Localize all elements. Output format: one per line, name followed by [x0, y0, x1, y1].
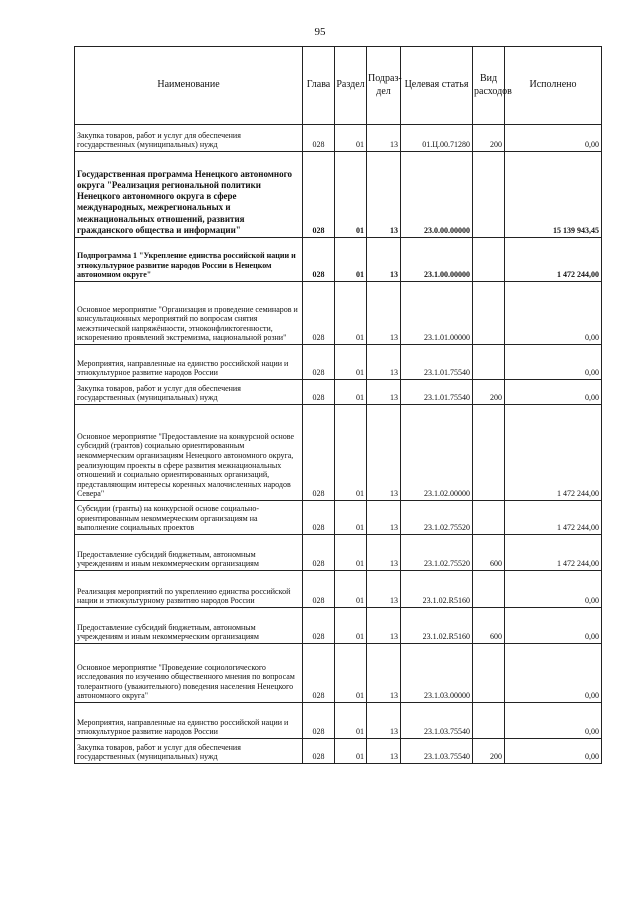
cell-glava: 028	[303, 608, 335, 644]
cell-name: Закупка товаров, работ и услуг для обеспечения государственных (муниципальных) нужд	[75, 125, 303, 152]
cell-target: 23.1.01.75540	[401, 380, 473, 405]
cell-vid: 200	[473, 739, 505, 764]
cell-glava: 028	[303, 571, 335, 608]
cell-razdel: 01	[335, 125, 367, 152]
cell-razdel: 01	[335, 535, 367, 571]
cell-vid: 200	[473, 125, 505, 152]
header-name: Наименование	[75, 47, 303, 125]
cell-vid	[473, 345, 505, 380]
cell-podrazdel: 13	[367, 535, 401, 571]
cell-vid	[473, 703, 505, 739]
cell-podrazdel: 13	[367, 703, 401, 739]
table-row	[75, 644, 602, 703]
cell-glava: 028	[303, 535, 335, 571]
cell-glava: 028	[303, 405, 335, 501]
cell-vid	[473, 152, 505, 238]
cell-target: 23.1.01.00000	[401, 282, 473, 345]
cell-razdel: 01	[335, 380, 367, 405]
cell-target: 23.1.02.75520	[401, 535, 473, 571]
cell-name: Основное мероприятие "Предоставление на конкурсной основе субсидий (грантов) социально ориентированным некоммерческим организациям Ненецкого автономного округа, реализующим проекты в сфере развития межнациональных отношений и социально ориентированных организаций, представляющим интересы коренных малочисленных народов Севера"	[75, 405, 303, 501]
cell-podrazdel: 13	[367, 238, 401, 282]
cell-glava: 028	[303, 152, 335, 238]
cell-vid	[473, 501, 505, 535]
cell-executed: 0,00	[505, 703, 602, 739]
cell-vid	[473, 571, 505, 608]
cell-glava: 028	[303, 345, 335, 380]
page-number: 95	[314, 26, 326, 38]
table-row	[75, 125, 602, 152]
cell-executed: 0,00	[505, 571, 602, 608]
cell-target: 23.1.01.75540	[401, 345, 473, 380]
cell-name: Подпрограмма 1 "Укрепление единства российской нации и этнокультурное развитие народов России в Ненецком автономном округе"	[75, 238, 303, 282]
cell-name: Реализация мероприятий по укреплению единства российской нации и этнокультурному развитию народов России	[75, 571, 303, 608]
table-row	[75, 608, 602, 644]
cell-name: Субсидии (гранты) на конкурсной основе социально-ориентированным некоммерческим организациям на выполнение социальных проектов	[75, 501, 303, 535]
cell-glava: 028	[303, 644, 335, 703]
cell-podrazdel: 13	[367, 125, 401, 152]
cell-executed: 0,00	[505, 282, 602, 345]
cell-vid	[473, 644, 505, 703]
table-row	[75, 405, 602, 501]
cell-razdel: 01	[335, 608, 367, 644]
budget-table	[74, 46, 602, 764]
cell-razdel: 01	[335, 703, 367, 739]
header-vid: Вид расходов	[473, 47, 505, 125]
cell-razdel: 01	[335, 571, 367, 608]
cell-executed: 1 472 244,00	[505, 501, 602, 535]
cell-name: Предоставление субсидий бюджетным, автономным учреждениям и иным некоммерческим организациям	[75, 535, 303, 571]
table-row	[75, 739, 602, 764]
table-row	[75, 501, 602, 535]
cell-razdel: 01	[335, 644, 367, 703]
cell-razdel: 01	[335, 405, 367, 501]
cell-target: 23.0.00.00000	[401, 152, 473, 238]
cell-executed: 0,00	[505, 345, 602, 380]
table-row	[75, 703, 602, 739]
table-row	[75, 345, 602, 380]
cell-name: Основное мероприятие "Проведение социологического исследования по изучению общественного мнения по вопросам толерантного (уважительного) поведения населения Ненецкого автономного округа"	[75, 644, 303, 703]
cell-podrazdel: 13	[367, 571, 401, 608]
cell-podrazdel: 13	[367, 345, 401, 380]
header-razdel: Раздел	[335, 47, 367, 125]
cell-target: 01.Ц.00.71280	[401, 125, 473, 152]
cell-razdel: 01	[335, 345, 367, 380]
table-row	[75, 282, 602, 345]
cell-name: Мероприятия, направленные на единство российской нации и этнокультурное развитие народов России	[75, 703, 303, 739]
header-glava: Глава	[303, 47, 335, 125]
cell-glava: 028	[303, 501, 335, 535]
table-row	[75, 535, 602, 571]
cell-podrazdel: 13	[367, 608, 401, 644]
cell-target: 23.1.00.00000	[401, 238, 473, 282]
cell-name: Закупка товаров, работ и услуг для обеспечения государственных (муниципальных) нужд	[75, 380, 303, 405]
cell-target: 23.1.02.R5160	[401, 608, 473, 644]
cell-podrazdel: 13	[367, 380, 401, 405]
cell-podrazdel: 13	[367, 152, 401, 238]
header-row	[75, 47, 602, 125]
cell-glava: 028	[303, 125, 335, 152]
cell-podrazdel: 13	[367, 739, 401, 764]
cell-podrazdel: 13	[367, 405, 401, 501]
cell-name: Основное мероприятие "Организация и проведение семинаров и консультационных мероприятий по вопросам снятия межэтнической напряжённости, этноконфликтогенности, искоренению проявлений экстремизма, национальной розни"	[75, 282, 303, 345]
cell-vid	[473, 238, 505, 282]
table-row	[75, 152, 602, 238]
cell-podrazdel: 13	[367, 282, 401, 345]
cell-executed: 0,00	[505, 380, 602, 405]
cell-podrazdel: 13	[367, 644, 401, 703]
header-target: Целевая статья	[401, 47, 473, 125]
cell-target: 23.1.02.R5160	[401, 571, 473, 608]
cell-razdel: 01	[335, 739, 367, 764]
cell-vid: 600	[473, 535, 505, 571]
cell-name: Государственная программа Ненецкого автономного округа "Реализация региональной политики Ненецкого автономного округа в сфере международных, межрегиональных и межнациональных отношений, развития гражданского общества и информации"	[75, 152, 303, 238]
cell-glava: 028	[303, 380, 335, 405]
cell-glava: 028	[303, 282, 335, 345]
cell-razdel: 01	[335, 282, 367, 345]
cell-executed: 0,00	[505, 608, 602, 644]
cell-name: Мероприятия, направленные на единство российской нации и этнокультурное развитие народов России	[75, 345, 303, 380]
cell-glava: 028	[303, 238, 335, 282]
cell-name: Закупка товаров, работ и услуг для обеспечения государственных (муниципальных) нужд	[75, 739, 303, 764]
cell-vid: 200	[473, 380, 505, 405]
cell-razdel: 01	[335, 501, 367, 535]
cell-razdel: 01	[335, 238, 367, 282]
cell-glava: 028	[303, 739, 335, 764]
cell-vid	[473, 405, 505, 501]
cell-glava: 028	[303, 703, 335, 739]
cell-executed: 15 139 943,45	[505, 152, 602, 238]
cell-target: 23.1.02.00000	[401, 405, 473, 501]
header-executed: Исполнено	[505, 47, 602, 125]
cell-target: 23.1.02.75520	[401, 501, 473, 535]
cell-podrazdel: 13	[367, 501, 401, 535]
cell-razdel: 01	[335, 152, 367, 238]
cell-executed: 0,00	[505, 739, 602, 764]
header-podrazdel: Подраз-дел	[367, 47, 401, 125]
cell-executed: 0,00	[505, 125, 602, 152]
cell-target: 23.1.03.75540	[401, 739, 473, 764]
cell-target: 23.1.03.00000	[401, 644, 473, 703]
cell-executed: 1 472 244,00	[505, 405, 602, 501]
table-row	[75, 238, 602, 282]
cell-target: 23.1.03.75540	[401, 703, 473, 739]
cell-vid	[473, 282, 505, 345]
cell-name: Предоставление субсидий бюджетным, автономным учреждениям и иным некоммерческим организациям	[75, 608, 303, 644]
cell-vid: 600	[473, 608, 505, 644]
cell-executed: 1 472 244,00	[505, 535, 602, 571]
cell-executed: 0,00	[505, 644, 602, 703]
table-row	[75, 571, 602, 608]
cell-executed: 1 472 244,00	[505, 238, 602, 282]
table-row	[75, 380, 602, 405]
